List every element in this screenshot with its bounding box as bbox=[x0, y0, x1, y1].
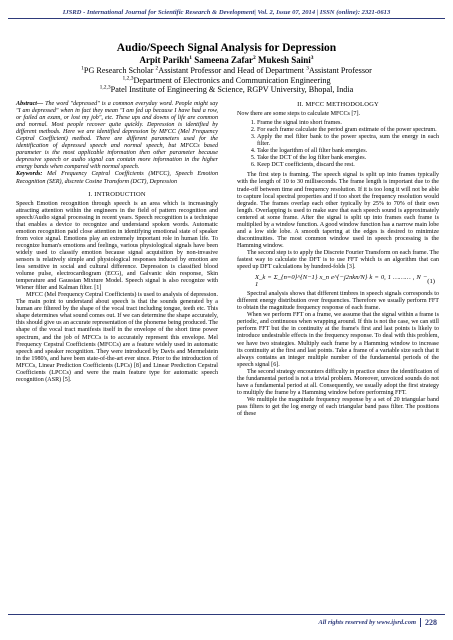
list-item: 5. Take the DCT of the log filter bank energies. bbox=[257, 155, 439, 162]
methodology-paragraph-4: When we perform FFT on a frame, we assume that the signal within a frame is periodic, and continuous when wrapping around. If this is not the case, we can still perform FFT but the in continuity at the frame's first and last points is likely to introduce undesirable effects in the frequency response. To deal with this problem, we have two strategies. Multiply each frame by a Hamming window to increase its continuity at the first and last points. Take a frame of a variable size such that it always contains an integer multiple number of the fundamental periods of the speech signal [6]. bbox=[237, 312, 439, 368]
author-1-sup: 1 bbox=[189, 55, 192, 61]
affil-sup-3: 3 bbox=[306, 65, 309, 72]
author-3-sup: 3 bbox=[310, 55, 314, 61]
author-2: Sameena Zafar bbox=[194, 55, 253, 65]
footer-text: All rights reserved by www.ijsrd.com bbox=[318, 619, 416, 626]
keywords bbox=[16, 171, 218, 185]
methodology-paragraph-2: The second step is to apply the Discrete Fourier Transform on each frame. The fastest way to calculate the DFT is to use FFT which is an algorithm that can speed up DFT calculations by hundred-folds [3]. bbox=[237, 249, 439, 271]
steps-list bbox=[237, 120, 439, 169]
keywords-text: Mel Frequency Ceptral Coefficients (MFCC), Speech Emotion Recognition (SER), discrete Cosine Transform (DCT), Depression bbox=[16, 171, 218, 185]
list-item: 1. Frame the signal into short frames. bbox=[257, 120, 439, 127]
affil-dept-sup: 1,2,3 bbox=[122, 74, 134, 81]
affil-sup-2: 2 bbox=[155, 65, 159, 72]
abstract bbox=[16, 101, 218, 171]
equation-1 bbox=[237, 274, 439, 288]
affiliation-line-1 bbox=[0, 66, 453, 76]
author-3: Mukesh Saini bbox=[257, 55, 311, 65]
right-column bbox=[237, 101, 439, 418]
intro-paragraph-2: MFCC (Mel Frequency Ceptral Coefficients) is used to analysis of depression. The main point to understand about speech is that the sounds generated by a human are filtered by the shape of the vocal tract including tongue, teeth etc. This shape determines what sound comes out. If we can determine the shape accurately, this should give us an accurate representation of the phoneme being produced. The shape of the vocal tract manifests itself in the envelope of the short time power spectrum, and the job of MFCCs is to accurately represent this envelope. Mel Frequency Cepstral Coefficients (MFCCs) are a feature widely used in automatic speech and speaker recognition. They were introduced by Davis and Mermelstein in the 1980's, and have been state-of-the-art ever since. Prior to the introduction of MFCCs, Linear Prediction Coefficients (LPCs) [8] and Linear Prediction Cepstral Coefficients (LPCCs) and were the main feature type for automatic speech recognition (ASR) [5]. bbox=[16, 292, 218, 383]
author-1: Arpit Parikh bbox=[139, 55, 190, 65]
affil-role-3: Assistant Professor bbox=[308, 66, 372, 75]
list-item: 4. Take the logarithm of all filter bank energies. bbox=[257, 148, 439, 155]
list-item: 6. Keep DCT coefficients, discard the rest. bbox=[257, 162, 439, 169]
journal-header: IJSRD - International Journal for Scientific Research & Development| Vol. 2, Issue 07, 2014 | ISSN (online): 2321-0613 bbox=[8, 9, 445, 19]
keywords-label: Keywords: bbox=[16, 171, 43, 178]
methodology-paragraph-5: The second strategy encounters difficulty in practice since the identification of the fundamental period is not a trivial problem. Moreover, unvoiced sounds do not have a fundamental period at all. Consequently, we usually adopt the first strategy to multiply the frame by a Hamming window before performing FFT. bbox=[237, 368, 439, 396]
section-heading-methodology: II. MFCC METHODOLOGY bbox=[297, 101, 379, 108]
list-item: 3. Apply the mel filter bank to the power spectra, sum the energy in each filter. bbox=[257, 134, 439, 148]
equation-number: (1) bbox=[427, 277, 435, 285]
affil-role-1: PG Research Scholar bbox=[83, 66, 156, 75]
affil-role-2: Assistant Professor and Head of Department bbox=[158, 66, 307, 75]
page-number: 228 bbox=[420, 618, 437, 627]
section-heading-introduction: I. INTRODUCTION bbox=[88, 190, 146, 198]
footer-rule bbox=[8, 614, 445, 615]
affiliation-line-2 bbox=[0, 76, 453, 86]
methodology-paragraph-1: The first step is framing. The speech signal is split up into frames typically with the length of 10 to 30 milliseconds. The frame length is important due to the trade-off between time and frequency resolution. If it is too long it will not be able to capture local spectral properties and if too short the frequency resolution would degrade. The frames overlap each other typically by 25% to 70% of their own length. Overlapping is used to make sure that each speech sound is approximately centered at some frame. After the signal is split up into frames each frame is multiplied by a window function. A good window function has a narrow main lobe and a low side lobe. A smooth tapering at the edges is desired to minimize discontinuities. The most common window used in speech processing is the Hamming window. bbox=[237, 172, 439, 249]
affil-dept: Department of Electronics and Communication Engineering bbox=[133, 75, 331, 85]
methodology-paragraph-6: We multiple the magnitude frequency response by a set of 20 triangular band pass filters to get the log energy of each triangular band pass filter. The positions of these bbox=[237, 396, 439, 417]
paper-title: Audio/Speech Signal Analysis for Depression bbox=[116, 42, 337, 54]
methodology-intro: Now there are some steps to calculate MFCCs [7]. bbox=[237, 111, 361, 118]
abstract-text: The word "depressed" is a common everyday word. People might say "I am depressed" when in fact they mean "I am fed up because I have had a row, or failed an exam, or lost my job", etc. These ups and downs of life are common and normal. Most people recover quite quickly. Depression is identified by different methods. Here we are identified depression by MFCC (Mel Frequency Ceptral Coefficient) method. There are different parameters used for the identification of depressed speech and normal speech, but MFCCs based parameter is the most applicable information then other parameter because depressive speech or audio signal can contain more information in the higher energy bands when compared with normal speech. bbox=[16, 101, 218, 171]
author-2-sup: 2 bbox=[252, 55, 256, 61]
page-footer bbox=[318, 618, 437, 627]
affil-institute: Patel Institute of Engineering & Science, RGPV University, Bhopal, India bbox=[110, 85, 354, 95]
equation-body: X_k = Σ_{n=0}^{N−1} x_n e^{−j2πkn/N} k = 0, 1 ……… , N − 1 bbox=[255, 274, 428, 289]
left-column bbox=[16, 101, 218, 384]
affil-sup-1: 1 bbox=[81, 65, 84, 72]
methodology-paragraph-3: Spectral analysis shows that different timbres in speech signals corresponds to different energy distribution over frequencies. Therefore we usually perform FFT to obtain the magnitude frequency response of each frame. bbox=[237, 291, 439, 312]
list-item: 2. For each frame calculate the period gram estimate of the power spectrum. bbox=[257, 127, 439, 134]
abstract-label: Abstract— bbox=[16, 101, 44, 107]
affil-inst-sup: 1,2,3 bbox=[99, 84, 111, 91]
intro-paragraph-1: Speech Emotion recognition through speech is an area which is increasingly attracting attention within the engineers in the field of pattern recognition and speech/Audio signal processing in recent years. Speech recognition is a technique that enables a device to recognize and understand spoken words. Automatic emotion recognition paid close attention in identifying emotional state of speaker from voice signal. Emotions play an extremely important role in human life. To recognize human's emotions and feelings, various physiological signals have been widely used to classify emotion because signal acquisition by non-invasive sensors is relatively simple and physiological responses induced by emotion are less sensitive in social and cultural difference. Depression is classified blood volume pulse, electrocardiogram (ECG), and Galvanic skin response, Skin temperature and Gaussian Mixture Model. Speech signal is also recognize with Wiener filter and Kalman filter. [1] bbox=[16, 200, 218, 292]
title-block bbox=[0, 42, 453, 95]
affiliation-line-3 bbox=[0, 85, 453, 95]
author-line bbox=[0, 55, 453, 66]
